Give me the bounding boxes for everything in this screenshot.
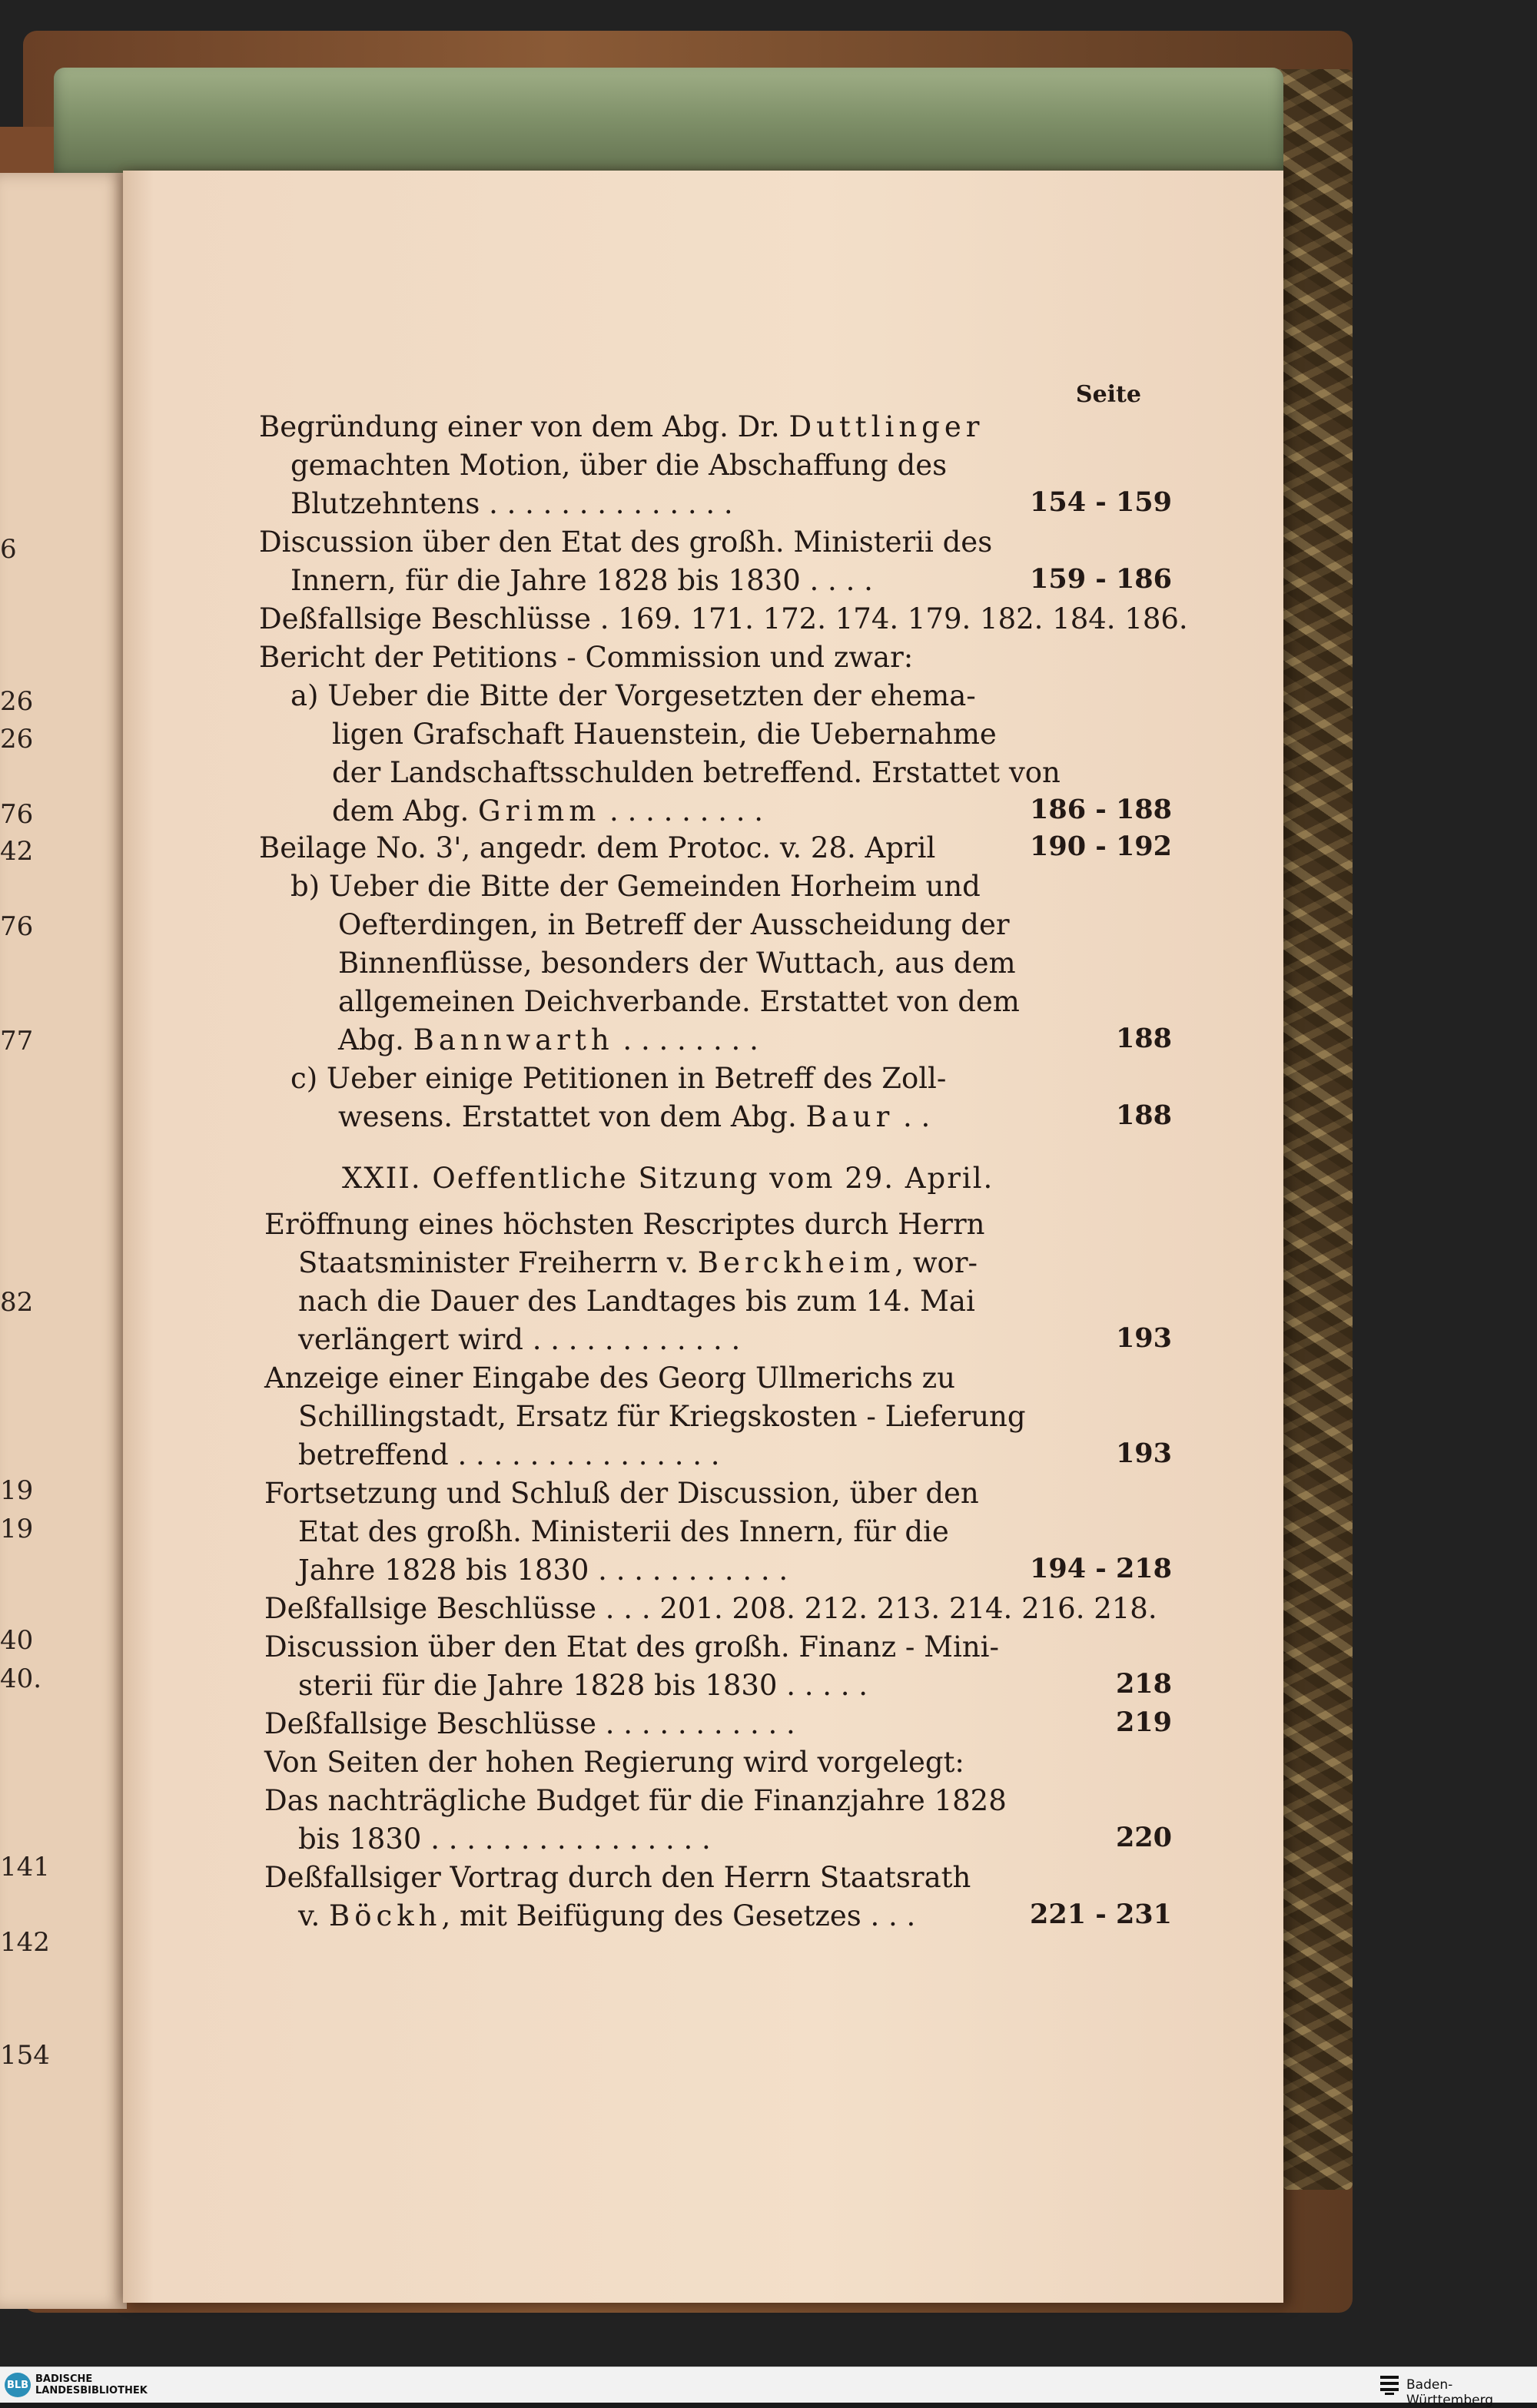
toc-page-ref: 218 xyxy=(1115,1668,1172,1700)
left-page-number: 142 xyxy=(0,1927,50,1958)
toc-entry-line: a) Ueber die Bitte der Vorgesetzten der ehema- xyxy=(290,679,976,712)
state-name: Baden-Württemberg xyxy=(1406,2377,1494,2408)
blb-logo-icon: BLB xyxy=(5,2373,31,2397)
left-page-number: 141 xyxy=(0,1852,50,1882)
toc-entry-line: Von Seiten der hohen Regierung wird vorgelegt: xyxy=(264,1746,964,1779)
toc-entry-line: Deßfallsige Beschlüsse . 169. 171. 172. 174. 179. 182. 184. 186. xyxy=(259,602,1188,635)
left-page-number: 40 xyxy=(0,1625,34,1656)
toc-entry-line: Anzeige einer Eingabe des Georg Ullmerichs zu xyxy=(264,1362,955,1395)
left-page-number: 6 xyxy=(0,534,17,565)
toc-page-ref: 220 xyxy=(1115,1822,1172,1853)
toc-entry-line: Fortsetzung und Schluß der Discussion, über den xyxy=(264,1477,979,1510)
toc-entry-line: Binnenflüsse, besonders der Wuttach, aus dem xyxy=(338,947,1016,980)
baden-wuerttemberg-emblem-icon xyxy=(1379,2373,1400,2396)
toc-page-ref: 190 - 192 xyxy=(1029,831,1172,862)
left-page-number: 82 xyxy=(0,1287,34,1318)
toc-entry-line: Blutzehntens . . . . . . . . . . . . . . xyxy=(290,487,733,520)
toc-page-ref: 193 xyxy=(1115,1438,1172,1469)
toc-entry-line: Deßfallsige Beschlüsse . . . 201. 208. 212. 213. 214. 216. 218. xyxy=(264,1592,1157,1625)
left-page-number: 42 xyxy=(0,836,34,867)
left-page-number: 40. xyxy=(0,1663,42,1694)
toc-page-ref: 219 xyxy=(1115,1706,1172,1738)
toc-entry-line: Bericht der Petitions - Commission und zwar: xyxy=(259,641,914,674)
toc-entry-line: Beilage No. 3', angedr. dem Protoc. v. 28. April xyxy=(259,831,936,864)
toc-entry-line: Das nachträgliche Budget für die Finanzjahre 1828 xyxy=(264,1784,1007,1817)
toc-entry-line: Discussion über den Etat des großh. Ministerii des xyxy=(259,526,993,559)
toc-entry-line: c) Ueber einige Petitionen in Betreff des Zoll- xyxy=(290,1062,947,1095)
toc-entry-line: dem Abg. Grimm . . . . . . . . . xyxy=(332,794,763,828)
right-page xyxy=(123,171,1283,2303)
left-page-number: 76 xyxy=(0,799,34,830)
toc-entry-line: Etat des großh. Ministerii des Innern, für die xyxy=(298,1515,949,1548)
toc-entry-line: nach die Dauer des Landtages bis zum 14. Mai xyxy=(298,1285,975,1318)
toc-entry-line: Begründung einer von dem Abg. Dr. Duttlinger xyxy=(259,410,984,443)
toc-entry-line: Deßfallsiger Vortrag durch den Herrn Staatsrath xyxy=(264,1861,971,1894)
toc-page-ref: 193 xyxy=(1115,1322,1172,1354)
toc-entry-line: betreffend . . . . . . . . . . . . . . . xyxy=(298,1438,720,1471)
toc-page-ref: 188 xyxy=(1115,1100,1172,1131)
left-page-number: 26 xyxy=(0,686,34,717)
footer-bar xyxy=(0,2367,1537,2408)
toc-entry-line: Innern, für die Jahre 1828 bis 1830 . . . . xyxy=(290,564,873,597)
toc-entry-line: Eröffnung eines höchsten Rescriptes durch Herrn xyxy=(264,1208,985,1241)
page-column-header: Seite xyxy=(1075,381,1141,408)
toc-entry-line: Abg. Bannwarth . . . . . . . . xyxy=(338,1023,759,1056)
left-page-number: 26 xyxy=(0,724,34,755)
left-page-number: 19 xyxy=(0,1514,34,1544)
toc-entry-line: der Landschaftsschulden betreffend. Erstattet von xyxy=(332,756,1061,789)
toc-entry-line: Discussion über den Etat des großh. Finanz - Mini- xyxy=(264,1630,999,1663)
page-block-edge xyxy=(54,68,1283,183)
toc-entry-line: Deßfallsige Beschlüsse . . . . . . . . . . . xyxy=(264,1707,795,1740)
toc-entry-line: allgemeinen Deichverbande. Erstattet von dem xyxy=(338,985,1020,1018)
toc-entry-line: Schillingstadt, Ersatz für Kriegskosten - Lieferung xyxy=(298,1400,1026,1433)
toc-entry-line: wesens. Erstattet von dem Abg. Baur . . xyxy=(338,1100,931,1133)
toc-entry-line: b) Ueber die Bitte der Gemeinden Horheim und xyxy=(290,870,981,903)
toc-entry-line: sterii für die Jahre 1828 bis 1830 . . . . . xyxy=(298,1669,868,1702)
toc-page-ref: 159 - 186 xyxy=(1029,563,1172,595)
left-page xyxy=(0,173,127,2309)
toc-entry-line: Jahre 1828 bis 1830 . . . . . . . . . . . xyxy=(298,1554,788,1587)
section-heading: XXII. Oeffentliche Sitzung vom 29. April. xyxy=(342,1162,994,1195)
toc-page-ref: 188 xyxy=(1115,1023,1172,1054)
toc-entry-line: Staatsminister Freiherrn v. Berckheim, wor- xyxy=(298,1246,978,1279)
left-page-number: 154 xyxy=(0,2040,50,2071)
toc-entry-line: verlängert wird . . . . . . . . . . . . xyxy=(298,1323,741,1356)
left-page-number: 77 xyxy=(0,1026,34,1056)
toc-entry-line: Oefterdingen, in Betreff der Ausscheidung der xyxy=(338,908,1010,941)
toc-page-ref: 221 - 231 xyxy=(1029,1899,1172,1930)
toc-page-ref: 154 - 159 xyxy=(1029,486,1172,518)
toc-page-ref: 194 - 218 xyxy=(1029,1553,1172,1584)
toc-page-ref: 186 - 188 xyxy=(1029,794,1172,825)
left-page-number: 76 xyxy=(0,911,34,942)
toc-entry-line: v. Böckh, mit Beifügung des Gesetzes . . . xyxy=(298,1899,916,1932)
toc-entry-line: ligen Grafschaft Hauenstein, die Uebernahme xyxy=(332,718,997,751)
toc-entry-line: bis 1830 . . . . . . . . . . . . . . . . xyxy=(298,1823,711,1856)
toc-entry-line: gemachten Motion, über die Abschaffung des xyxy=(290,449,948,482)
library-name: BADISCHE LANDESBIBLIOTHEK xyxy=(35,2373,148,2396)
left-page-number: 19 xyxy=(0,1475,34,1506)
